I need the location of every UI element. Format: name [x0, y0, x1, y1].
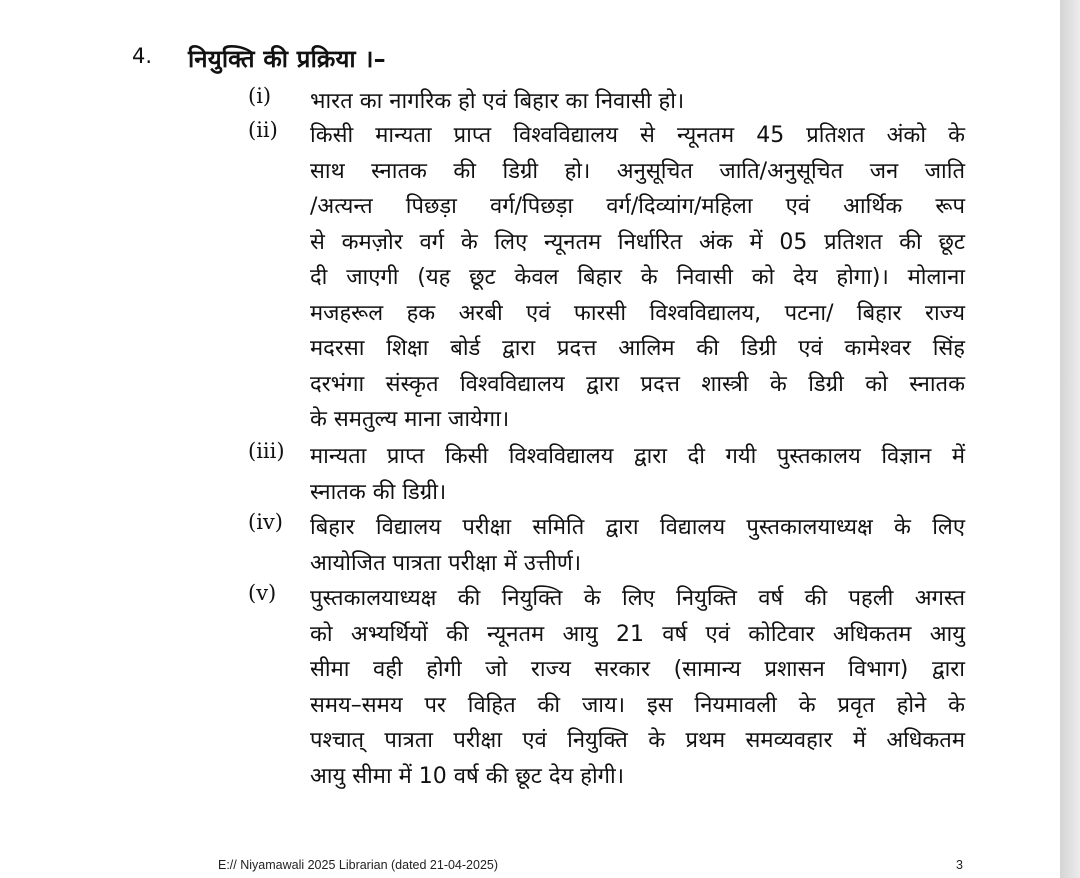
- item-text: [310, 439, 965, 510]
- page-number: 3: [956, 858, 963, 872]
- text-line: पश्चात् पात्रता परीक्षा एवं नियुक्ति के प्रथम समव्यवहार में अधिकतम: [310, 728, 965, 753]
- item-label: (i): [248, 84, 272, 108]
- item-label: (iv): [248, 510, 283, 534]
- text-line: सीमा वही होगी जो राज्य सरकार (सामान्य प्रशासन विभाग) द्वारा: [310, 657, 965, 682]
- text-line: स्नातक की डिग्री।: [310, 479, 447, 505]
- item-label: (v): [248, 581, 277, 605]
- text-line: को अभ्यर्थियों की न्यूनतम आयु 21 वर्ष एवं कोटिवार अधिकतम आयु: [310, 621, 965, 647]
- text-line: पुस्तकालयाध्यक्ष की नियुक्ति के लिए नियुक्ति वर्ष की पहली अगस्त: [310, 586, 965, 611]
- item-label: (ii): [248, 118, 278, 142]
- text-line: भारत का नागरिक हो एवं बिहार का निवासी हो।: [310, 89, 685, 114]
- item-text: [310, 581, 965, 794]
- text-line: किसी मान्यता प्राप्त विश्वविद्यालय से न्यूनतम 45 प्रतिशत अंको के: [310, 123, 965, 148]
- item-text: [310, 510, 965, 581]
- text-line: समय–समय पर विहित की जाय। इस नियमावली के प्रवृत होने के: [310, 692, 965, 718]
- item-text: [310, 118, 965, 438]
- item-text: [310, 84, 965, 120]
- text-line: मजहरूल हक अरबी एवं फारसी विश्वविद्यालय, पटना/ बिहार राज्य: [310, 300, 965, 326]
- text-line: दरभंगा संस्कृत विश्वविद्यालय द्वारा प्रदत्त शास्त्री के डिग्री को स्नातक: [310, 371, 965, 397]
- text-line: से कमज़ोर वर्ग के लिए न्यूनतम निर्धारित अंक में 05 प्रतिशत की छूट: [310, 229, 965, 255]
- section-number: 4.: [132, 44, 153, 68]
- text-line: के समतुल्य माना जायेगा।: [310, 407, 510, 432]
- text-line: दी जाएगी (यह छूट केवल बिहार के निवासी को देय होगा)। मोलाना: [310, 265, 965, 290]
- text-line: बिहार विद्यालय परीक्षा समिति द्वारा विद्यालय पुस्तकालयाध्यक्ष के लिए: [310, 515, 965, 540]
- footer-file-path: E:// Niyamawali 2025 Librarian (dated 21-04-2025): [218, 858, 499, 872]
- text-line: आयोजित पात्रता परीक्षा में उत्तीर्ण।: [310, 550, 582, 576]
- text-line: मान्यता प्राप्त किसी विश्वविद्यालय द्वारा दी गयी पुस्तकालय विज्ञान में: [310, 444, 965, 469]
- scroll-edge: [1060, 0, 1080, 878]
- text-line: मदरसा शिक्षा बोर्ड द्वारा प्रदत्त आलिम की डिग्री एवं कामेश्वर सिंह: [310, 336, 965, 361]
- section-title: नियुक्ति की प्रक्रिया ।–: [188, 45, 386, 73]
- item-label: (iii): [248, 439, 285, 463]
- text-line: आयु सीमा में 10 वर्ष की छूट देय होगी।: [310, 763, 625, 789]
- text-line: साथ स्नातक की डिग्री हो। अनुसूचित जाति/अनुसूचित जन जाति: [310, 158, 965, 184]
- text-line: /अत्यन्त पिछड़ा वर्ग/पिछड़ा वर्ग/दिव्यांग/महिला एवं आर्थिक रूप: [310, 194, 965, 219]
